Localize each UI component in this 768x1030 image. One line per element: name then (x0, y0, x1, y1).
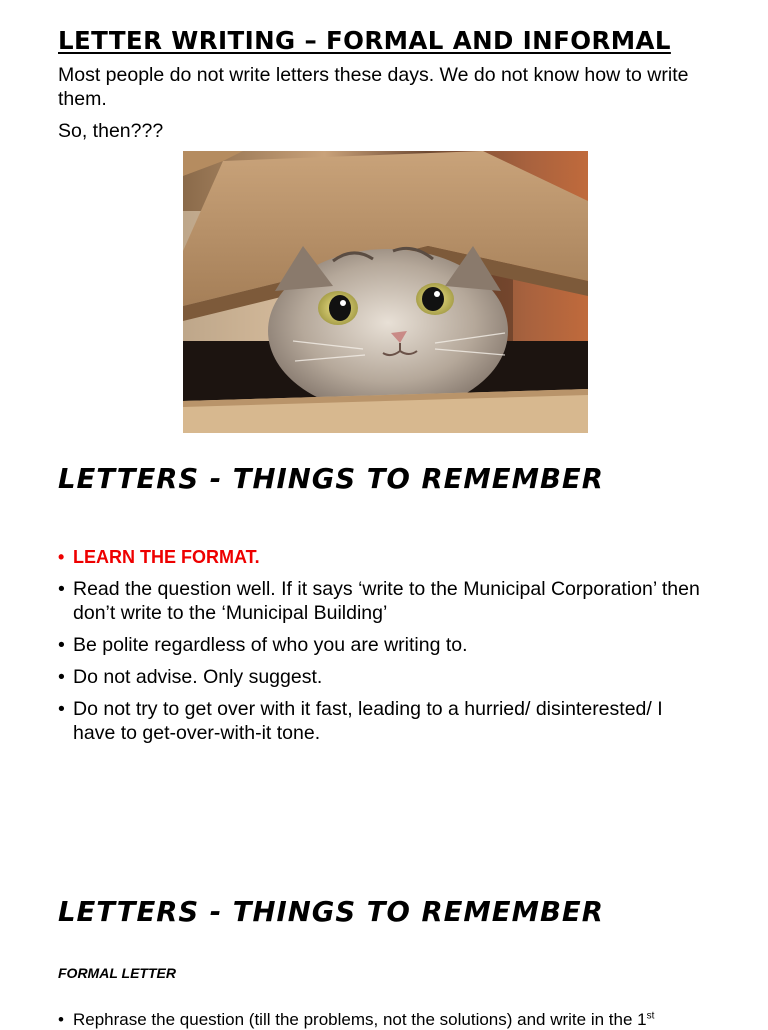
bullet-icon: • (58, 547, 65, 567)
section-heading-2: LETTERS - THINGS TO REMEMBER (58, 896, 604, 928)
bullet-icon: • (58, 1010, 64, 1029)
cat-in-box-photo (183, 151, 588, 433)
intro-paragraph: Most people do not write letters these days. We do not know how to write them. (58, 64, 689, 110)
bullet-icon: • (58, 578, 65, 600)
formal-letter-subheading: FORMAL LETTER (58, 965, 176, 981)
cat-in-box-illustration (183, 151, 588, 433)
list-item: • Rephrase the question (till the problems, not the solutions) and write in the 1st (58, 1010, 655, 1029)
document-title: LETTER WRITING – FORMAL AND INFORMAL (58, 26, 671, 55)
list-item: • Do not try to get over with it fast, leading to a hurried/ disinterested/ I have to get-over-with-it tone. (58, 698, 663, 744)
bullet-icon: • (58, 698, 65, 720)
tips-list (58, 545, 708, 753)
list-item: • LEARN THE FORMAT. (58, 547, 260, 567)
list-item: • Read the question well. If it says ‘write to the Municipal Corporation’ then don’t write to the ‘Municipal Building’ (58, 578, 700, 624)
bullet-icon: • (58, 634, 65, 656)
intro-question: So, then??? (58, 120, 164, 142)
bullet-icon: • (58, 666, 65, 688)
section-heading-1: LETTERS - THINGS TO REMEMBER (58, 463, 604, 495)
list-item: • Be polite regardless of who you are writing to. (58, 634, 468, 656)
list-item: • Do not advise. Only suggest. (58, 666, 323, 688)
